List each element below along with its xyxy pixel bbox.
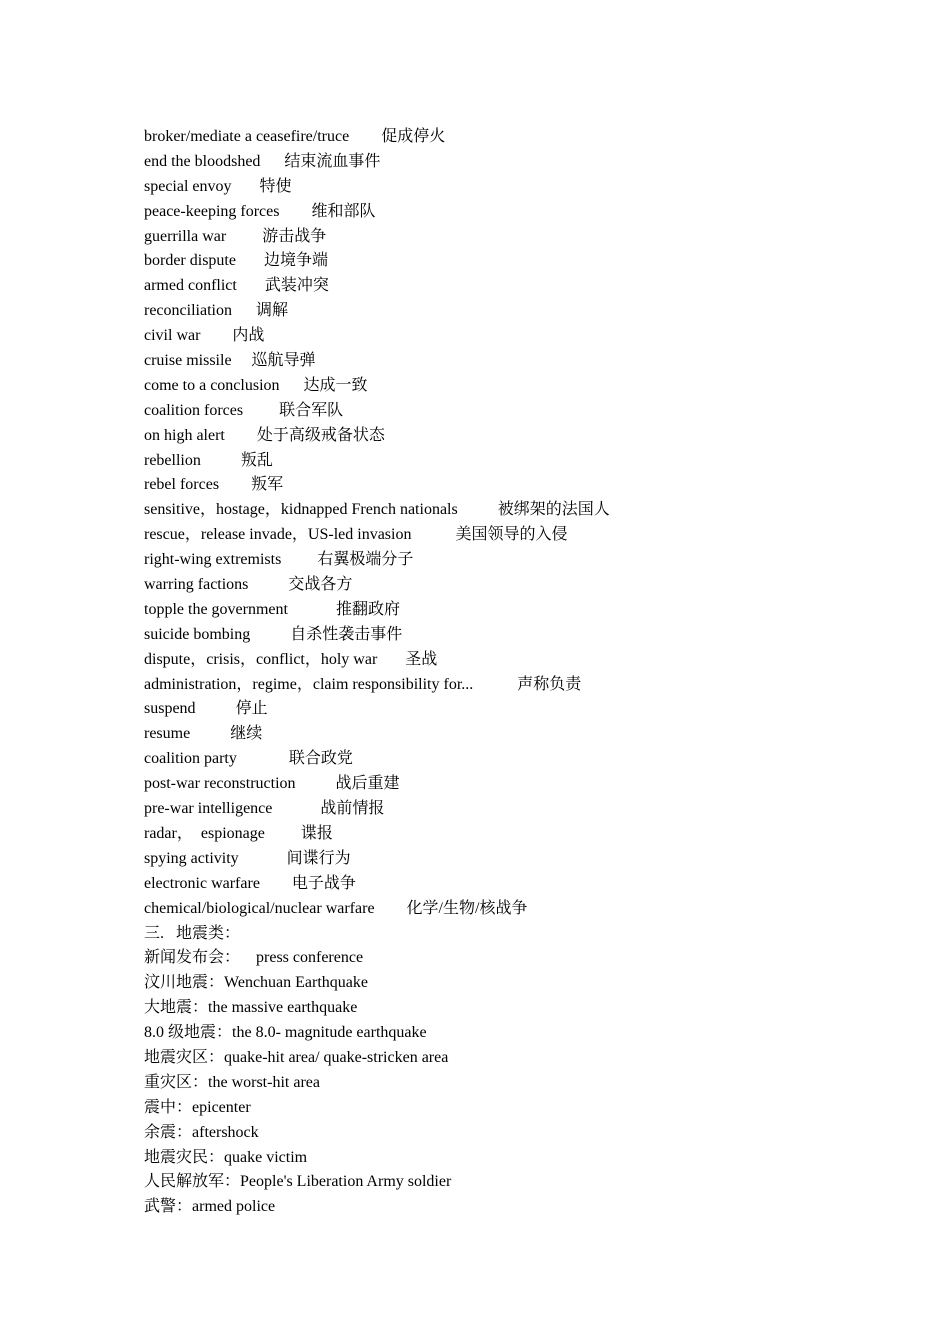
- term-first: reconciliation: [144, 302, 232, 320]
- term-first: on high alert: [144, 426, 225, 444]
- term-second: 电子战争: [291, 874, 356, 892]
- vocab-line: [144, 1071, 904, 1096]
- term-first: resume: [144, 725, 191, 743]
- term-second: armed police: [192, 1198, 276, 1216]
- vocab-line: [144, 200, 904, 225]
- term-first: 重灾区：: [144, 1073, 209, 1091]
- term-second: aftershock: [192, 1123, 259, 1141]
- term-separator: [240, 949, 256, 966]
- vocab-line: [144, 722, 904, 747]
- term-separator: [190, 725, 230, 742]
- term-second: 叛军: [251, 476, 284, 494]
- term-first: 汶川地震：: [144, 974, 225, 992]
- term-second: 停止: [235, 700, 268, 718]
- vocab-line: [144, 673, 904, 698]
- vocab-line: [144, 897, 904, 922]
- term-first: suicide bombing: [144, 625, 251, 643]
- term-second: 叛乱: [240, 451, 273, 469]
- term-first: warring factions: [144, 576, 249, 594]
- vocab-line: [144, 125, 904, 150]
- vocab-line: [144, 598, 904, 623]
- term-second: 被绑架的法国人: [497, 501, 610, 519]
- term-separator: [458, 501, 498, 518]
- term-first: guerrilla war: [144, 227, 227, 245]
- term-separator: [281, 551, 317, 568]
- term-first: border dispute: [144, 252, 236, 270]
- term-first: peace-keeping forces: [144, 202, 280, 220]
- term-second: 联合军队: [279, 401, 344, 419]
- term-second: 化学/生物/核战争: [406, 899, 528, 917]
- vocab-line: [144, 449, 904, 474]
- term-second: the 8.0- magnitude earthquake: [232, 1024, 427, 1042]
- vocab-line: [144, 1146, 904, 1171]
- term-first: rescue，release invade，US-led invasion: [144, 526, 412, 544]
- term-second: 巡航导弹: [251, 352, 316, 370]
- term-second: 内战: [232, 327, 265, 345]
- term-separator: [219, 476, 251, 493]
- vocab-line: [144, 1021, 904, 1046]
- vocab-line: [144, 872, 904, 897]
- term-first: 大地震：: [144, 999, 209, 1017]
- term-first: coalition party: [144, 750, 237, 768]
- term-separator: [237, 750, 289, 767]
- term-second: 达成一致: [303, 376, 368, 394]
- term-first: 三. 地震类：: [144, 924, 241, 942]
- term-first: topple the government: [144, 600, 288, 618]
- vocab-line: [144, 299, 904, 324]
- term-second: 联合政党: [288, 750, 353, 768]
- vocab-line: [144, 922, 904, 947]
- term-second: 调解: [255, 302, 288, 320]
- term-first: spying activity: [144, 849, 239, 867]
- term-separator: [225, 427, 257, 444]
- vocab-line: [144, 946, 904, 971]
- term-separator: [232, 302, 256, 319]
- term-separator: [237, 277, 265, 294]
- term-second: 战前情报: [320, 800, 385, 818]
- term-separator: [248, 576, 288, 593]
- term-second: 边境争端: [263, 252, 328, 270]
- vocab-line: [144, 1046, 904, 1071]
- term-first: suspend: [144, 700, 196, 718]
- term-second: 美国领导的入侵: [455, 526, 568, 544]
- vocab-line: [144, 523, 904, 548]
- vocab-line: [144, 648, 904, 673]
- vocab-line: [144, 623, 904, 648]
- vocab-line: [144, 847, 904, 872]
- term-separator: [196, 700, 236, 717]
- term-first: end the bloodshed: [144, 152, 261, 170]
- term-first: 新闻发布会：: [144, 949, 241, 967]
- term-separator: [201, 452, 241, 469]
- term-second: 右翼极端分子: [317, 551, 414, 569]
- term-first: rebel forces: [144, 476, 220, 494]
- term-separator: [411, 526, 455, 543]
- term-first: come to a conclusion: [144, 376, 280, 394]
- term-second: 特使: [259, 177, 292, 195]
- term-second: the massive earthquake: [208, 999, 358, 1017]
- vocab-line: [144, 1195, 904, 1220]
- vocab-line: [144, 324, 904, 349]
- term-separator: [260, 153, 284, 170]
- term-second: 推翻政府: [335, 600, 400, 618]
- vocab-line: [144, 548, 904, 573]
- vocab-line: [144, 225, 904, 250]
- term-first: chemical/biological/nuclear warfare: [144, 899, 375, 917]
- vocab-line: [144, 150, 904, 175]
- vocab-line: [144, 797, 904, 822]
- term-second: 交战各方: [288, 576, 353, 594]
- term-second: 武装冲突: [264, 277, 329, 295]
- vocab-line: [144, 249, 904, 274]
- term-first: special envoy: [144, 177, 232, 195]
- term-separator: [232, 352, 252, 369]
- term-separator: [236, 252, 264, 269]
- vocab-line: [144, 1170, 904, 1195]
- term-second: 谍报: [300, 824, 333, 842]
- term-second: 自杀性袭击事件: [290, 625, 403, 643]
- vocab-line: [144, 971, 904, 996]
- term-first: 地震灾民：: [144, 1148, 225, 1166]
- vocab-line: [144, 1121, 904, 1146]
- term-second: 声称负责: [517, 675, 582, 693]
- vocab-line: [144, 349, 904, 374]
- term-second: quake victim: [224, 1148, 308, 1166]
- term-second: epicenter: [192, 1098, 251, 1116]
- term-separator: [232, 178, 260, 195]
- term-first: administration，regime，claim responsibility for...: [144, 675, 474, 693]
- term-separator: [375, 900, 407, 917]
- term-first: armed conflict: [144, 277, 237, 295]
- term-second: 间谍行为: [286, 849, 351, 867]
- term-first: 人民解放军：: [144, 1173, 241, 1191]
- term-first: 武警：: [144, 1198, 193, 1216]
- vocab-line: [144, 175, 904, 200]
- vocab-line: [144, 498, 904, 523]
- term-separator: [272, 800, 320, 817]
- vocab-line: [144, 399, 904, 424]
- term-second: the worst-hit area: [208, 1073, 320, 1091]
- term-first: 地震灾区：: [144, 1048, 225, 1066]
- term-separator: [226, 228, 262, 245]
- term-separator: [280, 377, 304, 394]
- term-second: Wenchuan Earthquake: [224, 974, 368, 992]
- term-separator: [243, 402, 279, 419]
- vocab-line: [144, 473, 904, 498]
- term-second: 战后重建: [335, 775, 400, 793]
- vocab-line: [144, 274, 904, 299]
- term-first: dispute，crisis，conflict，holy war: [144, 650, 378, 668]
- term-second: People's Liberation Army soldier: [240, 1173, 452, 1191]
- term-second: 维和部队: [311, 202, 376, 220]
- term-first: rebellion: [144, 451, 201, 469]
- term-second: 促成停火: [381, 128, 446, 145]
- term-separator: [349, 128, 381, 145]
- term-second: 处于高级戒备状态: [256, 426, 385, 444]
- term-separator: [260, 875, 292, 892]
- vocabulary-list: [144, 125, 904, 1220]
- term-first: right-wing extremists: [144, 551, 282, 569]
- term-first: broker/mediate a ceasefire/truce: [144, 128, 350, 145]
- term-separator: [377, 651, 405, 668]
- vocab-line: [144, 697, 904, 722]
- term-separator: [239, 850, 287, 867]
- term-separator: [265, 825, 301, 842]
- term-first: civil war: [144, 327, 201, 345]
- term-first: post-war reconstruction: [144, 775, 296, 793]
- term-separator: [279, 203, 311, 220]
- term-first: pre-war intelligence: [144, 800, 273, 818]
- term-first: coalition forces: [144, 401, 244, 419]
- vocab-line: [144, 1096, 904, 1121]
- vocab-line: [144, 374, 904, 399]
- term-second: 圣战: [405, 650, 438, 668]
- term-first: sensitive，hostage，kidnapped French nationals: [144, 501, 458, 519]
- vocab-line: [144, 996, 904, 1021]
- term-second: press conference: [256, 949, 364, 967]
- term-first: 8.0 级地震：: [144, 1024, 233, 1042]
- vocab-line: [144, 822, 904, 847]
- vocab-line: [144, 772, 904, 797]
- term-separator: [200, 327, 232, 344]
- term-second: 继续: [230, 725, 263, 743]
- term-separator: [473, 676, 517, 693]
- vocab-line: [144, 747, 904, 772]
- term-second: 游击战争: [262, 227, 327, 245]
- vocab-line: [144, 424, 904, 449]
- term-first: 震中：: [144, 1098, 193, 1116]
- term-separator: [288, 601, 336, 618]
- term-second: quake-hit area/ quake-stricken area: [224, 1048, 449, 1066]
- term-first: radar， espionage: [144, 824, 265, 842]
- term-second: 结束流血事件: [284, 152, 381, 170]
- term-separator: [250, 626, 290, 643]
- term-separator: [296, 775, 336, 792]
- term-first: cruise missile: [144, 352, 232, 370]
- term-first: 余震：: [144, 1123, 193, 1141]
- term-first: electronic warfare: [144, 874, 260, 892]
- vocab-line: [144, 573, 904, 598]
